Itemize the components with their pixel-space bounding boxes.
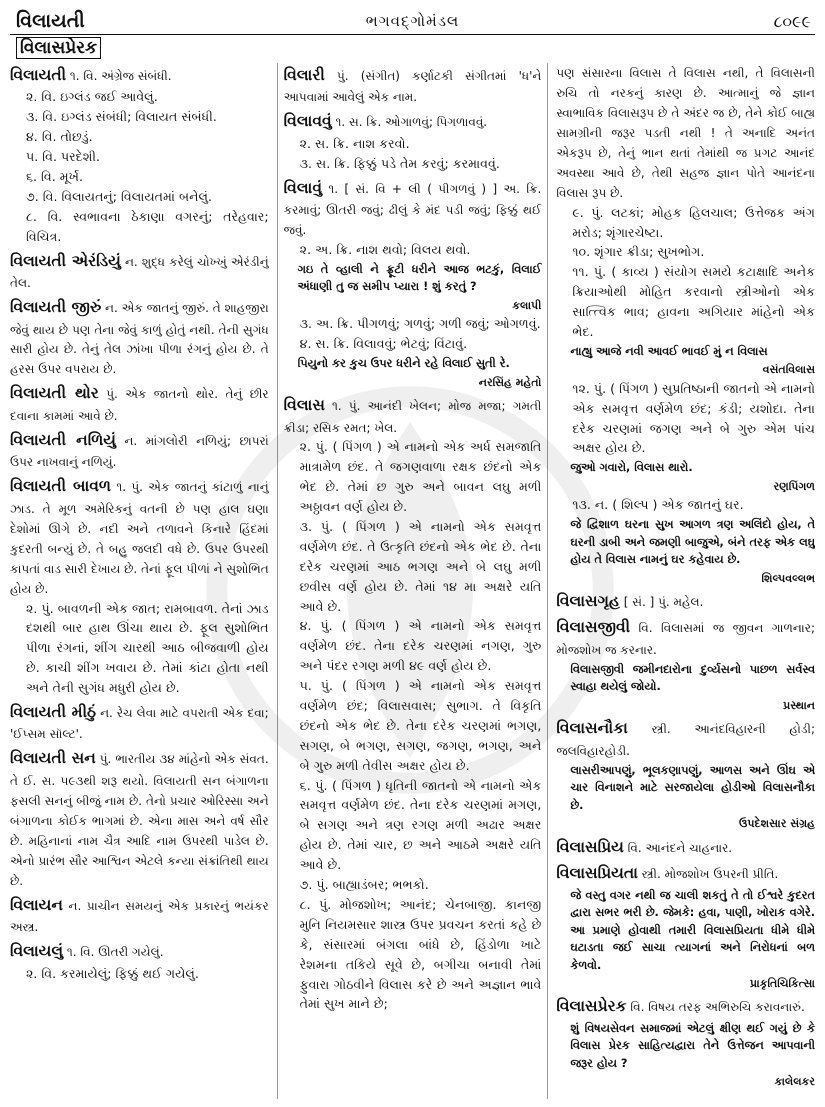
running-head-sub [10, 35, 815, 63]
entry-line [10, 249, 269, 293]
entry-line [10, 63, 269, 87]
entry-line [10, 700, 269, 744]
running-head-left: વિલાયતી [16, 10, 85, 32]
entry-line [10, 428, 269, 472]
citation-quote: જે વસ્તુ વગર નથી જ ચાલી શકતું તે તો ઈશ્વરે કુદરત દ્વારા સભર ભરી છે. જેમકે: હવા, પાણી, ખોરાક વગેરે. આ પ્રમાણે હોવાથી તમારી વિલાસપ્રિયતા ધીમે ધીમે ઘટાડતા જઈ સાચા ત્યાગનાં અને નિરોધનાં બળ કેળવો. [570, 888, 815, 972]
definition-text: સ્ત્રી. મોજશોખ ઉપરની પ્રીતિ. [637, 867, 779, 882]
headword: વિલાયતી જીરું [10, 298, 102, 317]
sense-line: ૫. પું. ( પિંગળ ) એ નામનો એક સમવૃત્ત વર્ણમેળ છંદ; વિલાસવાસ; સુભાગ. તે વિકૃતિ છંદનો એક ભેદ છે. તેના દરેક ચરણમાં ભગણ, સગણ, બે ભગણ, સગણ, જગણ, ભગણ, અને બે ગુરુ મળી તેવીસ અક્ષર હોય છે. [299, 678, 542, 773]
entry-line [284, 109, 542, 133]
definition-text: ન. માંગલોરી નળિયું; છાપરાં ઉપર નાખવાનું નળિયું. [10, 433, 269, 470]
sense-line: ૪. પું. ( પિંગળ ) એ નામનો એક સમવૃત્ત વર્ણમેળ છંદ. તેના દરેક ચરણમાં નગણ, ગુરુ અને પંદર રગણ મળી ૪૯ વર્ણ હોય છે. [299, 618, 542, 674]
sense-line: ૧૩. ન. ( શિલ્પ ) એક જાતનું ઘર. [572, 497, 744, 513]
page-number: ૮૦૯૯ [773, 12, 811, 31]
column-1 [10, 63, 269, 1099]
sense-line: ૩. સ. ક્રિ. ફિક્કું પડે તેમ કરવું; કરમાવવું. [299, 155, 500, 171]
definition-text: ૧. પું. આનંદી ખેલન; મોજ મજા; ગમતી ક્રીડા; રસિક રમત; ખેલ. [283, 399, 542, 435]
sense-line: ૧૧. પું. ( કાવ્ય ) સંયોગ સમયે કટાક્ષાદિ અનેક ક્રિયાઓથી મોહિત કરવાનો સ્ત્રીઓનો એક સાત્ત્વિક ભાવ; હાવના અગિયાર માંહેનો એક ભેદ. [572, 264, 815, 340]
book-title: ભગવદ્ગોમંડલ [365, 12, 460, 30]
citation-quote: ગઇ તે વ્હાલી ને ફ્રૂટી ધરીને આજ ભટકું, વિલાઈ અંધાણી તુ જ સમીપ પ્યારા ! શું કરતું ? [297, 262, 542, 294]
definition-text: ન. શુદ્ધ કરેલું ચોખ્ખું એરંડીનું તેલ. [10, 254, 269, 291]
sense-line: ૭. વિ. વિલાયતનું; વિલાયતમાં બનેલું. [26, 188, 213, 204]
dictionary-entry [284, 63, 542, 107]
entry-line [556, 589, 815, 613]
dictionary-entry [10, 700, 269, 744]
citation-source: વસંતવિલાસ [762, 363, 815, 377]
entry-line [284, 393, 542, 437]
headword: વિલાયતી નળિયું [10, 430, 116, 449]
dictionary-entry [284, 393, 542, 1014]
headword: વિલાયતી મીઠું [10, 702, 97, 721]
citation-quote: જે દ્વિશાળ ઘરના સુખ આગળ ત્રણ અલિંદો હોય, તે ઘરની ડાબી અને જમણી બાજુએ, બંને તરફ એક લઘુ હોય તે વિલાસ નામનું ઘર કહેવાય છે. [570, 518, 815, 567]
headword: વિલાસપ્રિય [556, 837, 624, 856]
dictionary-entry [10, 249, 269, 293]
definition-text: પણ સંસારના વિલાસ તે વિલાસ નથી, તે વિલાસની રુચિ તો નરકનું કારણ છે. આત્માનું જે જ્ઞાન સ્વાભાવિક વિલાસરૂપ છે તે અંદર જ છે, તેને કોઈ બાહ્ય સામગ્રીની જરૂર પડતી નથી ! તે અનાદિ અનંત એકરૂપ છે, તેનું ભાન થતાં તેમાંથી જ પ્રગટ આનંદ અવસ્થા આવે છે, તેથી સહજ જ્ઞાન પોતે આનંદના વિલાસ રૂપ છે. [556, 66, 815, 200]
definition-text: ૧. [ સં. વિ + લી ( પીગળવું ) ] અ. ક્રિ. કરમાવું; ઊતરી જવું; ઢીલું કે મંદ પડી જવું; ફિક્કું થઈ જવું. [283, 181, 542, 238]
dictionary-entry [556, 716, 815, 832]
headword: વિલાવવું [283, 112, 332, 131]
definition-text: ૧. પું. એક જાતનું કાંટાળું નાનું ઝાડ. તે મૂળ અમેરિકનું વતની છે પણ હાલ ઘણા દેશોમાં ઊગે છે. નદી અને તળાવને કિનારે હિંદમાં કુદરતી બન્યું છે. તે બહુ જલદી વધે છે. ઉપર ઉપરથી કાપતાં વાડ સારી દેખાય છે. તેનાં ફૂલ પીળાં ને સુશોભિત હોય છે. [10, 480, 269, 596]
entry-line [556, 615, 815, 659]
headword: વિલાયતી એરંડિયું [10, 251, 121, 270]
entry-line [284, 63, 542, 107]
entry-line [10, 295, 269, 379]
sense-line: ૨. પું. બાવળની એક જાત; રામબાવળ. તેનાં ઝાડ દશથી બાર હાથ ઊંચા થાય છે. ફૂલ સુશોભિત પીળા રંગનાં, શીંગ ચારથી આઠ બીજવાળી હોય છે. કાચી શીંગ ખવાય છે. તેમાં કાંટા હોતા નથી અને તેની સુગંધ મધુરી હોય છે. [26, 600, 269, 696]
sense-line: ૧૨. પું. ( પિંગળ ) સુપ્રતિષ્ઠાની જાતનો એ નામનો એક સમવૃત્ત વર્ણમેળ છંદ; કંડી; યશોદા. તેના દરેક ચરણમાં જગણ અને બે ગુરુ એમ પાંચ અક્ષર હોય છે. [572, 380, 815, 456]
definition-text: [ સં. ] પું. મહેલ. [619, 594, 704, 609]
sense-line: ૨. વિ. ઇગ્લંડ જઈ આવેલું. [26, 89, 158, 105]
definition-text: પું. (સંગીત) કર્ણાટકી સંગીતમાં 'ધ'ને આપવામાં આવેલું એક નામ. [283, 69, 542, 105]
dictionary-entry [10, 746, 269, 890]
sense-line: ૫. વિ. પરદેશી. [26, 149, 101, 165]
citation-source: ઉપદેશસાર સંગ્રહ [739, 817, 815, 831]
headword: વિલાસગૃહ [556, 591, 620, 610]
citation-source: રણપિંગળ [773, 479, 815, 493]
dictionary-entry [556, 835, 815, 859]
headword: વિલારી [283, 66, 325, 84]
citation-source: શિલ્પવલ્લભ [761, 571, 815, 585]
dictionary-entry [556, 994, 815, 1090]
entry-line [10, 893, 269, 937]
entry-line [10, 746, 269, 890]
sense-line: ૭. પું. બાહ્યાડંબર; ભભકો. [299, 877, 429, 893]
definition-text: ૧. વિ. અંગ્રેજ સંબંધી. [66, 69, 172, 83]
sense-line: ૮. પું. મોજશોખ; આનંદ; ચેનબાજી. કાનજી મુનિ નિયમસાર શાસ્ત્ર ઉપર પ્રવચન કરતાં કહે છે કે, સંસારમાં બંગલા બાંધે છે, હિંડોળા ખાટે રેશમના તકિયે સૂવે છે, બગીચા બનાવી તેમાં ફુવારા ગોઠવીને વિલાસ કરે છે અને અજ્ઞાન ભાવે તેમાં સુખ માને છે; [299, 896, 542, 1012]
dictionary-entry [10, 428, 269, 472]
column-2 [277, 63, 549, 1099]
sense-line: ૮. વિ. સ્વભાવના ઠેકાણા વગરનું; તરેહવાર; વિચિત્ર. [26, 208, 269, 244]
entry-line [556, 861, 815, 885]
dictionary-entry [10, 63, 269, 247]
definition-text: ન. પ્રાચીન સમયનું એક પ્રકારનું ભયંકર અસ્ત્ર. [10, 898, 269, 935]
column-3 [556, 63, 815, 1099]
dictionary-entry [10, 939, 269, 983]
citation-quote: નાહ્યુ આજે નવી આવઈ ભાવઈ મું ન વિલાસ [570, 344, 768, 358]
headword: વિલાસ [283, 396, 325, 415]
sense-line: ૯. પું. લટકાં; મોહક હિલચાલ; ઉત્તેજક અંગ મરોડ; શૃંગારચેષ્ટા. [572, 204, 815, 240]
sense-line: ૧૦. શૃંગાર ક્રીડા; સુખભોગ. [572, 244, 705, 260]
entry-line [10, 474, 269, 598]
headword: વિલાયતી થોર [10, 384, 99, 403]
sense-line: ૨. અ. ક્રિ. નાશ થવો; વિલય થવો. [299, 242, 471, 258]
dictionary-entry [556, 861, 815, 992]
dictionary-entry [10, 295, 269, 379]
headword: વિલાયતી બાવળ [10, 477, 111, 496]
sense-line: ૩. વિ. ઇગ્લંડ સંબંધી; વિલાયત સંબંધી. [26, 109, 217, 125]
headword: વિલાસજીવી [556, 618, 631, 637]
definition-text: પું. એક જાતનો થોર. તેનું છીર દવાના કામમાં આવે છે. [10, 387, 269, 423]
sense-line: ૪. સ. ક્રિ. વિલાવવું; ભેટવું; વિંટાવું. [299, 336, 468, 352]
headword: વિલાસનૌકા [556, 719, 628, 738]
sense-line: ૩. પું. ( પિંગળ ) એ નામનો એક સમવૃત્ત વર્ણમેળ છંદ. તે ઉત્કૃતિ છંદનો એક ભેદ છે. તેના દરેક ચરણમાં આઠ ભગણ અને બે લઘુ મળી છવીસ વર્ણ હોય છે. તેમાં ૧૪ મા અક્ષરે યતિ આવે છે. [299, 519, 542, 614]
citation-quote: જુઓ ગવારો, વિલાસ થારો. [570, 461, 693, 475]
headword: વિલાયતી સન [10, 749, 96, 768]
definition-text: વિ. આનંદને ચાહનાર. [623, 840, 733, 855]
last-entry-label: વિલાસપ્રેરક [16, 37, 101, 59]
entry-line [556, 63, 815, 203]
dictionary-entry [10, 381, 269, 425]
citation-source: પ્રસ્થાન [783, 698, 815, 712]
sense-line: ૬. વિ. મૂર્ખ. [26, 169, 84, 185]
entry-line [556, 835, 815, 859]
citation-quote: પિયુનો કર કુચ ઉપર ધરીને રહે વિલાઈ સુતી રે. [297, 357, 510, 371]
sense-line: ૪. વિ. તોછડું. [26, 129, 93, 145]
headword: વિલાયતી [10, 66, 67, 84]
definition-text: સ્ત્રી. આનંદવિહારની હોડી; જલવિહારહોડી. [556, 722, 815, 758]
definition-text: ૧. સ. ક્રિ. ઓગાળવું; પિગળાવવું. [331, 115, 488, 130]
definition-text: પું. ભારતીય ૩૪ માંહેનો એક સંવત. તે ઈ. સ. ૫૯૩થી શરૂ થયો. વિલાયતી સન બંગાળના ફસલી સનનું બીજું નામ છે. તેનો પ્રચાર ઓરિસ્સા અને બંગાળના કોઈક ભાગમાં છે. એના માસ અને વર્ષ સૌર છે. મહિનાનાં નામ ચૈત્ર આદિ નામ ઉપરથી પાડેલ છે. એનો પ્રારંભ સૌર આશ્વિન એટલે કન્યા સંક્રાંતિથી થાય છે. [10, 752, 269, 888]
dictionary-entry [284, 109, 542, 173]
dictionary-entry [10, 474, 269, 698]
sense-line: ૨. સ. ક્રિ. નાશ કરવો. [299, 135, 410, 151]
headword: વિલાસપ્રિયતા [556, 864, 638, 883]
dictionary-entry [10, 893, 269, 937]
definition-text: વિ. વિલાસમાં જ જીવન ગાળનાર; મોજશોખ જ કરનાર. [556, 621, 815, 657]
entry-line [556, 716, 815, 760]
page-header [10, 8, 815, 35]
headword: વિલાવું [283, 178, 322, 197]
definition-text: વિ. વિષય તરફ અભિરુચિ કરાવનારું. [626, 1000, 805, 1015]
citation-source: કલાપી [512, 298, 542, 312]
citation-source: નરસિંહ મહેતો [478, 375, 542, 389]
sense-line: ૬. પું. ( પિંગળ ) ધૃતિની જાતનો એ નામનો એક સમવૃત્ત વર્ણમેળ છંદ. તેના દરેક ચરણમાં મગણ, બે સગણ અને ત્રણ રગણ મળી અઢાર અક્ષર હોય છે. તેમાં ચાર, છ અને આઠમે અક્ષરે યતિ આવે છે. [299, 777, 542, 873]
entry-line [556, 994, 815, 1018]
dictionary-entry [284, 176, 542, 391]
definition-text: ન. રેચ લેવા માટે વપરાતી એક દવા; 'ઈપ્સમ સૉલ્ટ'. [10, 705, 269, 742]
headword: વિલાસપ્રેરક [556, 997, 627, 1016]
entry-line [10, 381, 269, 425]
headword: વિલાયલું [10, 942, 64, 961]
dictionary-entry [556, 589, 815, 613]
citation-quote: લાસરીઆપણું, ભૂલકણાપણું, આળસ અને ઊંઘ એ ચાર વિનાશને માટે સરજાયેલા હોડીઓ વિલાસનૌકા છે. [570, 763, 815, 812]
columns [10, 63, 815, 1099]
sense-line: ૨. પું. ( પિંગળ ) એ નામનો એક અર્ધ સમજાતિ માત્રામેળ છંદ. તે જગણવાળા રક્ષક છંદનો એક ભેદ છે. તેમાં છ ગુરુ અને બાવન લઘુ મળી અઠ્ઠાવન વર્ણ હોય છે. [299, 439, 542, 515]
sense-line: ૨. વિ. કરમાયેલું; ફિક્કું થઈ ગયેલું. [26, 965, 199, 981]
sense-line: ૩. અ. ક્રિ. પીગળવું; ગળવું; ગળી જવું; ઓગળવું. [299, 316, 541, 332]
citation-source: પ્રાકૃતિચિકિત્સા [749, 977, 815, 991]
citation-quote: શું વિષયસેવન સમાજમાં એટલું ક્ષીણ થઈ ગયું છે કે વિલાસ પ્રેરક સાહિત્યદ્વારા તેને ઉત્તેજન આપવાની જરૂર હોય ? [570, 1021, 815, 1070]
citation-source: કાલેલકર [774, 1075, 815, 1089]
entry-line [284, 176, 542, 240]
dictionary-entry [556, 63, 815, 587]
definition-text: ન. એક જાતનું જીરું. તે શાહજીરા જેવું થાય છે પણ તેના જેવું કાળું હોતું નથી. તેની સુગંધ સારી હોય છે. તેનું તેલ ઝાંખા પીળા રંગનું હોય છે. તે હરસ ઉપર વપરાય છે. [10, 301, 269, 377]
citation-quote: વિલાસજીવી જમીનદારોના દુર્વ્યસનો પાછળ સર્વસ્વ સ્વાહા થયેલું જોયો. [570, 662, 815, 694]
headword: વિલાયન [10, 895, 63, 914]
dictionary-entry [556, 615, 815, 714]
entry-line [10, 939, 269, 963]
definition-text: ૧. વિ. ઊતરી ગયેલું. [63, 945, 164, 960]
